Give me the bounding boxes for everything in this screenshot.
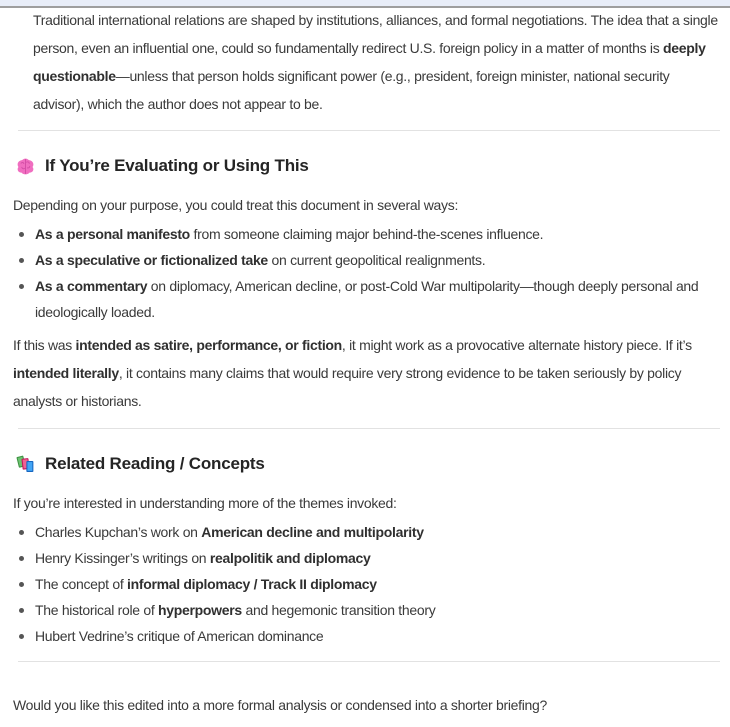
list-item: As a commentary on diplomacy, American decline, or post-Cold War multipolarity—though deeply personal and ideologically loaded. xyxy=(35,273,720,325)
list-item: Charles Kupchan’s work on American decline and multipolarity xyxy=(35,519,720,545)
list-item: The concept of informal diplomacy / Track II diplomacy xyxy=(35,571,720,597)
section-lead: Depending on your purpose, you could treat this document in several ways: xyxy=(13,197,459,213)
section-heading-evaluating xyxy=(15,155,720,177)
intro-paragraph: Traditional international relations are shaped by institutions, alliances, and formal negotiations. The idea that a single person, even an influential one, could so fundamentally redirect U.S. foreign policy in a matter of months is deeply questionable—unless that person holds significant power (e.g., president, foreign minister, national security advisor), which the author does not appear to be. xyxy=(33,12,718,112)
section-paragraph: If this was intended as satire, performance, or fiction, it might work as a provocative alternate history piece. If it’s intended literally, it contains many claims that would require very strong evidence to be taken seriously by policy analysts or historians. xyxy=(13,337,692,409)
list-item: As a speculative or fictionalized take on current geopolitical realignments. xyxy=(35,247,720,273)
list-item: As a personal manifesto from someone claiming major behind-the-scenes influence. xyxy=(35,221,720,247)
bullet-list-evaluating xyxy=(13,221,720,325)
list-item: The historical role of hyperpowers and hegemonic transition theory xyxy=(35,597,720,623)
section-heading-related-reading xyxy=(15,453,720,475)
bullet-list-related-reading xyxy=(13,519,720,649)
section-divider xyxy=(18,428,720,429)
list-item: Henry Kissinger’s writings on realpolitik and diplomacy xyxy=(35,545,720,571)
section-divider xyxy=(18,661,720,662)
section-lead: If you’re interested in understanding more of the themes invoked: xyxy=(13,495,397,511)
section-heading-text: Related Reading / Concepts xyxy=(45,454,265,473)
section-divider xyxy=(18,130,720,131)
section-heading-text: If You’re Evaluating or Using This xyxy=(45,156,309,175)
closing-question: Would you like this edited into a more formal analysis or condensed into a shorter briefing? xyxy=(13,697,548,713)
chat-response-content xyxy=(0,6,730,719)
list-item: Hubert Vedrine’s critique of American dominance xyxy=(35,623,720,649)
books-icon xyxy=(15,454,36,475)
brain-icon xyxy=(15,156,36,177)
